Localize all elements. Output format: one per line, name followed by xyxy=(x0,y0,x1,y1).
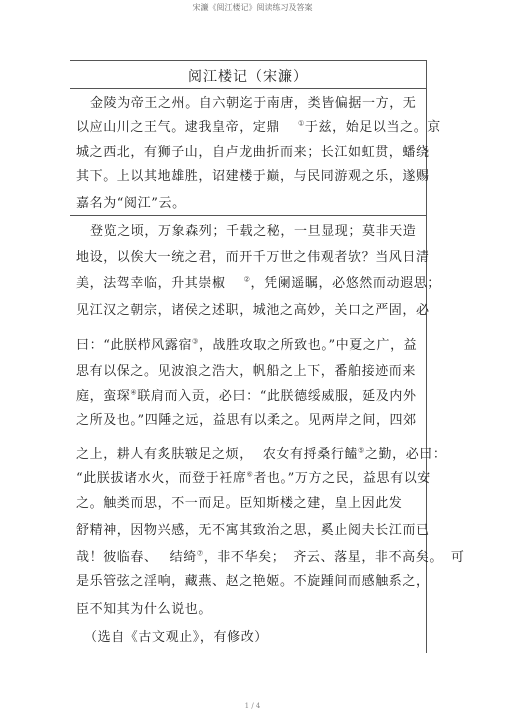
text-line: 嘉名为“阅江”云。 xyxy=(76,196,186,211)
text-line: 地设，以俟大一统之君，而开千万世之伟观者欤？当风日清 xyxy=(76,250,430,265)
text-line: 登览之顷，万象森列；千载之秘，一旦显现；莫非天造 xyxy=(90,224,417,239)
page-number: 1 / 4 xyxy=(244,702,261,710)
text-line: 哉！彼临春、 结绮⑦，非不华矣； 齐云、落星，非不高矣。 可 xyxy=(76,549,465,565)
text-line: 是乐管弦之淫响，藏燕、赵之艳姬。不旋踵间而感触系之， xyxy=(76,574,430,589)
text-line: 之上，耕人有炙肤皲足之烦， 农女有捋桑行饁⑤之勤，必曰： xyxy=(76,446,447,462)
text-line: 之所及也。”四陲之远，益思有以柔之。见两岸之间，四郊 xyxy=(76,413,417,428)
footnote-marker: ③ xyxy=(192,337,199,346)
text-line: 庭，蛮琛④联肩而入贡，必曰：“此朕德绥威服，延及内外 xyxy=(76,388,417,404)
text-line: 城之西北，有狮子山，自卢龙曲折而来；长江如虹贯，蟠绕 xyxy=(76,145,430,160)
text-line: 思有以保之。见波浪之浩大，帆船之上下，番舶接迹而来 xyxy=(76,364,417,379)
text-line: 美，法驾幸临，升其崇椒 ②，凭阑遥瞩，必悠然而动遐思； xyxy=(76,275,441,291)
text-line: 金陵为帝王之州。自六朝迄于南唐，类皆偏据一方，无 xyxy=(90,96,417,111)
footnote-marker: ⑥ xyxy=(246,470,254,479)
passage-title: 阅江楼记（宋濂） xyxy=(188,69,308,85)
page-header: 宋濂《阅江楼记》阅读练习及答案 xyxy=(192,3,313,12)
text-line: 之。触类而思，不一而足。臣知斯楼之建，皇上因此发 xyxy=(76,496,403,511)
footnote-marker: ② xyxy=(243,275,251,284)
source-citation: （选自《古文观止》，有修改） xyxy=(84,630,268,645)
text-line: 见江汉之朝宗，诸侯之述职，城池之高妙，关口之严固，必 xyxy=(76,303,430,318)
text-line: 其下。上以其地雄胜，诏建楼于巅，与民同游观之乐，遂赐 xyxy=(76,169,430,184)
text-line: “此朕拔诸水火，而登于衽席⑥者也。”万方之民，益思有以安 xyxy=(76,470,431,486)
text-line: 臣不知其为什么说也。 xyxy=(76,602,213,617)
footnote-marker: ④ xyxy=(130,388,138,397)
text-line: 曰：“此朕栉风露宿③，战胜攻取之所致也。”中夏之广，益 xyxy=(76,337,418,353)
text-line: 以应山川之王气。逮我皇帝，定鼎 ①于兹，始足以当之。京 xyxy=(76,119,441,135)
text-line: 舒精神，因物兴感，无不寓其致治之思，奚止阅夫长江而已 xyxy=(76,523,430,538)
title-divider xyxy=(70,88,426,89)
footnote-marker: ① xyxy=(298,119,305,128)
paragraph-divider xyxy=(70,215,426,216)
footnote-marker: ⑦ xyxy=(196,549,204,558)
footnote-marker: ⑤ xyxy=(358,446,365,455)
